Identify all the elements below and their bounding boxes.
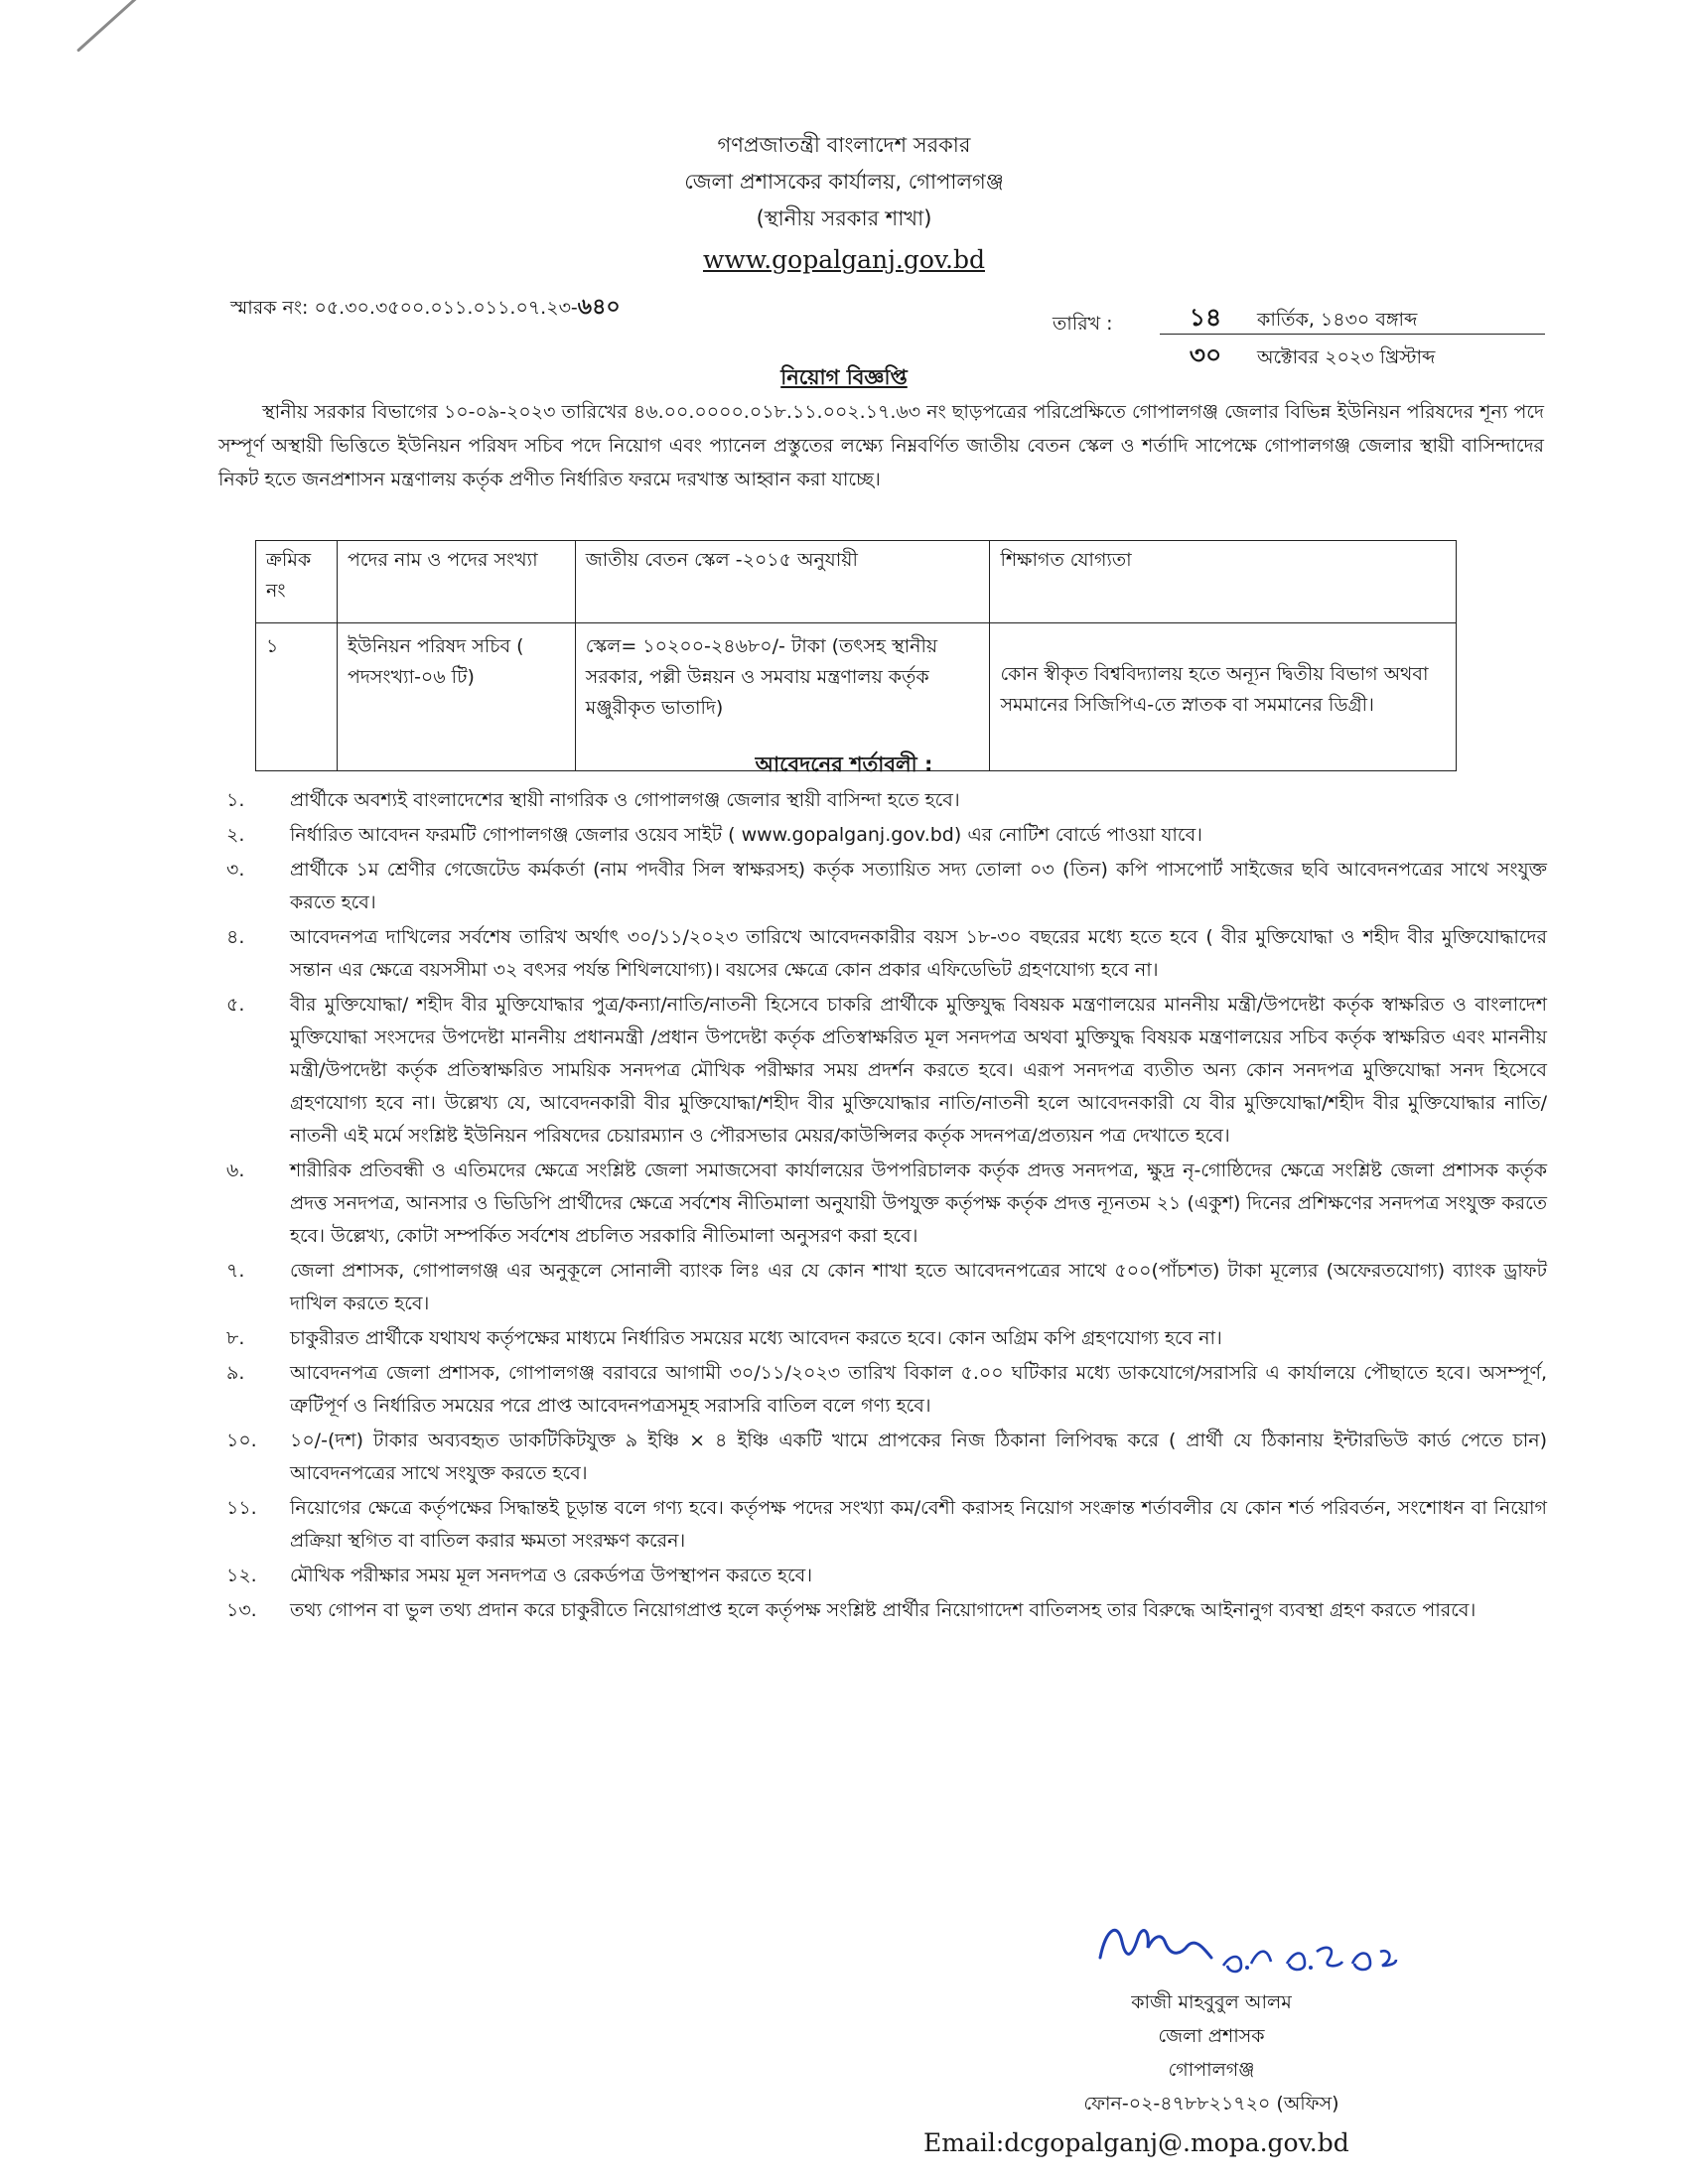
signatory-phone: ফোন-০২-৪৭৮৮২১৭২০ (অফিস) [1083,2093,1339,2115]
condition-text: প্রার্থীকে ১ম শ্রেণীর গেজেটেড কর্মকর্তা (নাম পদবীর সিল স্বাক্ষরসহ) কর্তৃক সত্যায়িত সদ্য তোলা ০৩ (তিন) কপি পাসপোর্ট সাইজের ছবি আবেদনপত্রের সাথে সংযুক্ত করতে হবে। [290,859,1547,913]
scan-pen-mark [76,0,145,53]
table-header-cell: জাতীয় বেতন স্কেল -২০১৫ অনুযায়ী [575,541,990,623]
condition-text: নিয়োগের ক্ষেত্রে কর্তৃপক্ষের সিদ্ধান্তই চূড়ান্ত বলে গণ্য হবে। কর্তৃপক্ষ পদের সংখ্যা কম/বেশী করাসহ নিয়োগ সংক্রান্ত শর্তাবলীর যে কোন শর্ত পরিবর্তন, সংশোধন বা নিয়োগ প্রক্রিয়া স্থগিত বা বাতিল করার ক্ষমতা সংরক্ষণ করেন। [290,1497,1547,1552]
condition-number: ৮. [226,1327,245,1349]
condition-item [218,1255,1547,1320]
condition-number: ১২. [226,1565,257,1586]
condition-number: ৯. [226,1362,245,1384]
condition-number: ৭. [226,1260,245,1282]
table-header-row [256,541,1457,623]
signatory-email[interactable]: Email:dcgopalganj@.mopa.gov.bd [923,2128,1349,2157]
table-cell: ইউনিয়ন পরিষদ সচিব ( পদসংখ্যা-০৬ টি) [337,623,575,771]
notice-title: নিয়োগ বিজ্ঞপ্তি [780,365,908,389]
condition-item [218,1357,1547,1423]
condition-number: ৪. [226,926,245,948]
condition-text: চাকুরীরত প্রার্থীকে যথাযথ কর্তৃপক্ষের মাধ্যমে নির্ধারিত সময়ের মধ্যে আবেদন করতে হবে। কোন অগ্রিম কপি গ্রহণযোগ্য হবে না। [290,1327,1222,1349]
condition-item [218,1594,1547,1627]
condition-item [218,989,1547,1153]
condition-text: মৌখিক পরীক্ষার সময় মূল সনদপত্র ও রেকর্ডপত্র উপস্থাপন করতে হবে। [290,1565,813,1586]
condition-number: ১১. [226,1497,257,1519]
post-table [255,540,1457,771]
condition-number: ১০. [226,1430,257,1451]
condition-text: আবেদনপত্র দাখিলের সর্বশেষ তারিখ অর্থাৎ ৩০/১১/২০২৩ তারিখে আবেদনকারীর বয়স ১৮-৩০ বছরের মধ্যে হতে হবে ( বীর মুক্তিযোদ্ধা ও শহীদ বীর মুক্তিযোদ্ধাদের সন্তান এর ক্ষেত্রে বয়সসীমা ৩২ বৎসর পর্যন্ত শিথিলযোগ্য)। বয়সের ক্ষেত্রে কোন প্রকার এফিডেভিট গ্রহণযোগ্য হবে না। [290,926,1547,981]
condition-text: নির্ধারিত আবেদন ফরমটি গোপালগঞ্জ জেলার ওয়েব সাইট ( www.gopalganj.gov.bd) এর নোটিশ বোর্ডে পাওয়া যাবে। [290,824,1202,846]
condition-item [218,1560,1547,1592]
handwritten-signature [1092,1908,1400,1979]
date-divider [1160,334,1545,335]
condition-item [218,854,1547,919]
condition-item [218,784,1547,817]
condition-item [218,921,1547,987]
memo-label: স্মারক নং: ০৫.৩০.৩৫০০.০১১.০১১.০৭.২৩- [230,297,578,319]
bangla-date-day: ১৪ [1189,303,1222,332]
letterhead [0,127,1688,278]
memo-handwritten-number: ৬৪০ [577,294,621,320]
signatory-block [923,1985,1420,2160]
condition-number: ৫. [226,994,245,1016]
table-header-cell: পদের নাম ও পদের সংখ্যা [337,541,575,623]
condition-text: প্রার্থীকে অবশ্যই বাংলাদেশের স্থায়ী নাগরিক ও গোপালগঞ্জ জেলার স্থায়ী বাসিন্দা হতে হবে। [290,789,960,811]
conditions-heading: আবেদনের শর্তাবলী : [755,752,933,776]
condition-text: জেলা প্রশাসক, গোপালগঞ্জ এর অনুকূলে সোনালী ব্যাংক লিঃ এর যে কোন শাখা হতে আবেদনপত্রের সাথে ৫০০(পাঁচশত) টাকা মূল্যের (অফেরতযোগ্য) ব্যাংক ড্রাফট দাখিল করতে হবে। [290,1260,1547,1314]
condition-item [218,819,1547,852]
condition-item [218,1425,1547,1490]
condition-text: বীর মুক্তিযোদ্ধা/ শহীদ বীর মুক্তিযোদ্ধার পুত্র/কন্যা/নাতি/নাতনী হিসেবে চাকরি প্রার্থীকে মুক্তিযুদ্ধ বিষয়ক মন্ত্রণালয়ের মাননীয় মন্ত্রী/উপদেষ্টা কর্তৃক স্বাক্ষরিত ও বাংলাদেশ মুক্তিযোদ্ধা সংসদের উপদেষ্টা মাননীয় প্রধানমন্ত্রী /প্রধান উপদেষ্টা কর্তৃক প্রতিস্বাক্ষরিত মূল সনদপত্র অথবা মুক্তিযুদ্ধ বিষয়ক মন্ত্রণালয়ের সচিব কর্তৃক স্বাক্ষরিত এবং মাননীয় মন্ত্রী/উপদেষ্টা কর্তৃক প্রতিস্বাক্ষরিত সাময়িক সনদপত্র মৌখিক পরীক্ষার সময় প্রদর্শন করতে হবে। এরূপ সনদপত্র ব্যতীত অন্য কোন সনদপত্র মুক্তিযোদ্ধা সনদ হিসেবে গ্রহণযোগ্য হবে না। উল্লেখ্য যে, আবেদনকারী বীর মুক্তিযোদ্ধা/শহীদ বীর মুক্তিযোদ্ধার নাতি/নাতনী হলে আবেদনকারী যে বীর মুক্তিযোদ্ধা/শহীদ বীর মুক্তিযোদ্ধার নাতি/নাতনী এই মর্মে সংশ্লিষ্ট ইউনিয়ন পরিষদের চেয়ারম্যান ও পৌরসভার মেয়র/কাউন্সিলর কর্তৃক সদনপত্র/প্রত্যয়ন পত্র দেখাতে হবে। [290,994,1547,1147]
date-label: তারিখ : [1053,313,1113,335]
website-link[interactable]: www.gopalganj.gov.bd [702,245,985,274]
table-cell: কোন স্বীকৃত বিশ্ববিদ্যালয় হতে অন্যূন দ্বিতীয় বিভাগ অথবা সমমানের সিজিপিএ-তে স্নাতক বা সমমানের ডিগ্রী। [990,623,1457,771]
signatory-district: গোপালগঞ্জ [1168,2059,1255,2081]
government-name: গণপ্রজাতন্ত্রী বাংলাদেশ সরকার [717,133,971,157]
condition-text: ১০/-(দশ) টাকার অব্যবহৃত ডাকটিকিটযুক্ত ৯ ইঞ্চি × ৪ ইঞ্চি একটি খামে প্রাপকের নিজ ঠিকানা লিপিবদ্ধ করে ( প্রার্থী যে ঠিকানায় ইন্টারভিউ কার্ড পেতে চান) আবেদনপত্রের সাথে সংযুক্ত করতে হবে। [290,1430,1547,1484]
condition-item [218,1492,1547,1558]
condition-number: ২. [226,824,245,846]
condition-number: ৬. [226,1160,245,1181]
table-header-cell: শিক্ষাগত যোগ্যতা [990,541,1457,623]
table-cell: স্কেল= ১০২০০-২৪৬৮০/- টাকা (তৎসহ স্থানীয় সরকার, পল্লী উন্নয়ন ও সমবায় মন্ত্রণালয় কর্তৃক মঞ্জুরীকৃত ভাতাদি) [575,623,990,771]
office-name: জেলা প্রশাসকের কার্যালয়, গোপালগঞ্জ [684,170,1004,194]
signatory-name: কাজী মাহবুবুল আলম [1131,1991,1292,2013]
condition-text: তথ্য গোপন বা ভুল তথ্য প্রদান করে চাকুরীতে নিয়োগপ্রাপ্ত হলে কর্তৃপক্ষ সংশ্লিষ্ট প্রার্থীর নিয়োগাদেশ বাতিলসহ তার বিরুদ্ধে আইনানুগ ব্যবস্থা গ্রহণ করতে পারবে। [290,1599,1477,1621]
english-date-rest: অক্টোবর ২০২৩ খ্রিস্টাব্দ [1257,346,1436,368]
section-name: (স্থানীয় সরকার শাখা) [756,206,932,230]
table-cell: ১ [256,623,338,771]
intro-paragraph: স্থানীয় সরকার বিভাগের ১০-০৯-২০২৩ তারিখের ৪৬.০০.০০০০.০১৮.১১.০০২.১৭.৬৩ নং ছাড়পত্রের পরিপ্রেক্ষিতে গোপালগঞ্জ জেলার বিভিন্ন ইউনিয়ন পরিষদের শূন্য পদে সম্পূর্ণ অস্থায়ী ভিত্তিতে ইউনিয়ন পরিষদ সচিব পদে নিয়োগ এবং প্যানেল প্রস্তুতের লক্ষ্যে নিম্নবর্ণিত জাতীয় বেতন স্কেল ও শর্তাদি সাপেক্ষে গোপালগঞ্জ জেলার স্থায়ী বাসিন্দাদের নিকট হতে জনপ্রশাসন মন্ত্রণালয় কর্তৃক প্রণীত নির্ধারিত ফরমে দরখাস্ত আহ্বান করা যাচ্ছে। [218,401,1544,490]
conditions-list [218,784,1547,1629]
condition-number: ১৩. [226,1599,257,1621]
signatory-designation: জেলা প্রশাসক [1158,2025,1265,2047]
condition-text: আবেদনপত্র জেলা প্রশাসক, গোপালগঞ্জ বরাবরে আগামী ৩০/১১/২০২৩ তারিখ বিকাল ৫.০০ ঘটিকার মধ্যে ডাকযোগে/সরাসরি এ কার্যালয়ে পৌছাতে হবে। অসম্পূর্ণ, ত্রুটিপূর্ণ ও নির্ধারিত সময়ের পরে প্রাপ্ত আবেদনপত্রসমূহ সরাসরি বাতিল বলে গণ্য হবে। [290,1362,1547,1417]
condition-number: ১. [226,789,245,811]
condition-item [218,1155,1547,1253]
condition-item [218,1322,1547,1355]
bangla-date-rest: কার্তিক, ১৪৩০ বঙ্গাব্দ [1257,309,1418,331]
table-header-cell: ক্রমিক নং [256,541,338,623]
english-date-day: ৩০ [1189,341,1222,369]
condition-number: ৩. [226,859,245,881]
condition-text: শারীরিক প্রতিবন্ধী ও এতিমদের ক্ষেত্রে সংশ্লিষ্ট জেলা সমাজসেবা কার্যালয়ের উপপরিচালক কর্তৃক প্রদত্ত সনদপত্র, ক্ষুদ্র নৃ-গোষ্ঠিদের ক্ষেত্রে সংশ্লিষ্ট জেলা প্রশাসক কর্তৃক প্রদত্ত সনদপত্র, আনসার ও ভিডিপি প্রার্থীদের ক্ষেত্রে সর্বশেষ নীতিমালা অনুযায়ী উপযুক্ত কর্তৃপক্ষ কর্তৃক প্রদত্ত ন্যূনতম ২১ (একুশ) দিনের প্রশিক্ষণের সনদপত্র সংযুক্ত করতে হবে। উল্লেখ্য, কোটা সম্পর্কিত সর্বশেষ প্রচলিত সরকারি নীতিমালা অনুসরণ করা হবে। [290,1160,1547,1247]
memo-number [230,290,621,327]
